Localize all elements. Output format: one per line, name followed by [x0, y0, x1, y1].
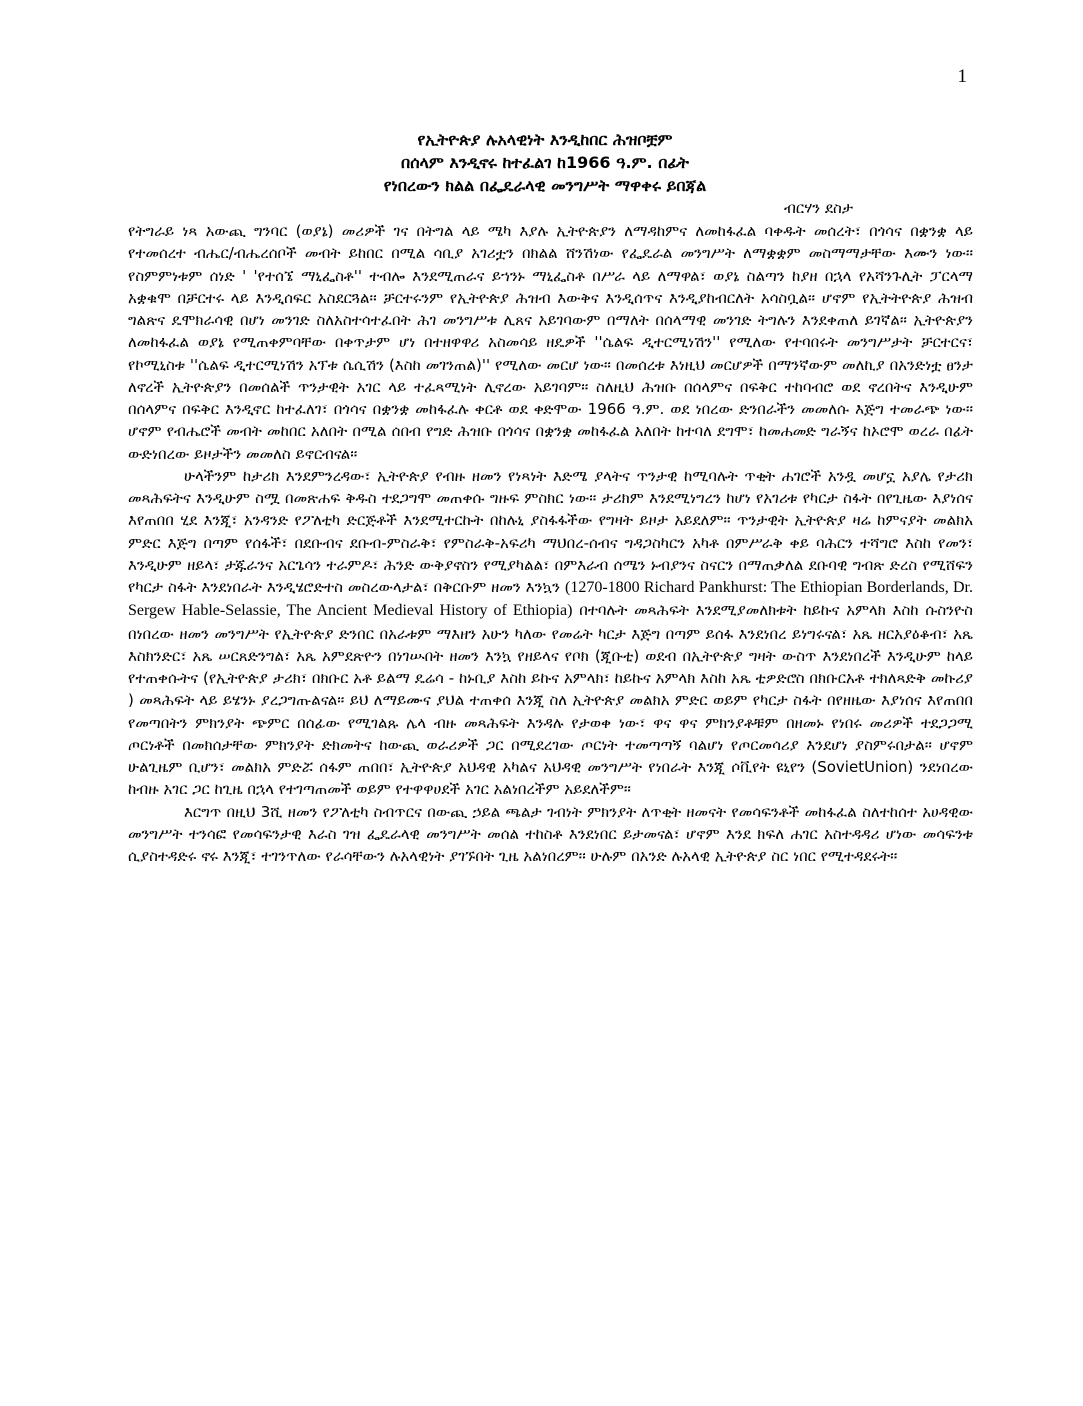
paragraph-3: እርግጥ በዚህ 3ሺ ዘመን የፖለቲካ ስብጥርና በውጪ ኃይል ጫልታ ገብነት ምክንያት ለጥቂት ዘመናት የመሳፍንቶች መከፋፈል ስለተከሰተ አሀዳዊው መንግሥት ተንሳፎ የመሳፍንታዊ እራስ ገዝ ፌዴራላዊ መንግሥት መሰል ተከስቶ እንደነበር ይታመናል፣ ሆኖም እንደ ክፍለ ሐገር አስተዳዳሪ ሆነው መሳፍንቱ ሲያስተዳድሩ ኖሩ እንጂ፣ ተገንጥለው የራሳቸውን ሉአላዊነት ያገኙበት ጊዜ አልነበረም፡፡ ሁሉም በአንድ ሉአላዊ ኢትዮጵያ ስር ነበር የሚተዳደሩት፡፡ — [128, 802, 973, 865]
page-number: 1 — [957, 66, 967, 87]
article-body — [128, 220, 973, 867]
author-name: ብርሃን ደስታ — [784, 199, 854, 217]
paragraph-2-part-1: ሁላችንም ከታሪክ እንደምንረዳው፣ ኢትዮጵያ የብዙ ዘመን የነጻነት እድሜ ያላትና ጥንታዊ ከሚባሉት ጥቂት ሐገሮች አንዷ መሆኗ አያሌ የታሪክ መጻሕፍትና እንዲሁም ስሟ በመጽሐፍ ቅዱስ ተደጋግሞ መጠቀሱ ግዙፍ ምስክር ነው፡፡ ታሪክም እንደሚነግረን ከሆነ የአገሪቱ የካርታ ስፋት በየጊዜው እያነሰና እየጠበበ ሂደ እንጂ፣ አንዳንድ የፖለቲካ ድርጅቶች እንደሚተርኩት በከሉኒ ያስፋፋችው የግዛት ይዞታ አይደለም፡፡ ጥንታዊት ኢትዮጵያ ዛሬ ከምናያት መልክአ ምድር እጅግ በጣም የሰፋች፣ በደቡብና ደቡብ-ምስራቅ፣ የምስራቅ-አፍሪካ ማህበረ-ሰብና ግዳጋስካርን አካቶ በምሥራቅ ቀይ ባሕርን ተሻግሮ እስከ የመን፣ እንዲሁም ዘይላ፣ ታጁራንና አርጌሳን ተራምዶ፣ ሕንድ ውቅያኖስን የሚያካልል፣ በምእራብ ሰሜን ኑብያንና ስናርን በማጠቃለል ደቡባዊ ግብጽ ድረስ የሚሸፍን የካርታ ስፋት እንደነበራት እንዲሄሮድተስ መስረውላታል፣ በቅርቡም ዘመን እንኳን — [128, 466, 973, 596]
paragraph-2-latin-citation: (1270-1800 Richard Pankhurst: The Ethiopian Borderlands, Dr. Sergew Hable-Selassie, The Ancient Medieval History of Ethiopia) — [128, 579, 973, 620]
document-title — [120, 128, 970, 197]
title-line-2: በሰላም እንዲኖሩ ከተፈልገ ከ1966 ዓ.ም. በፊት — [401, 153, 689, 172]
paragraph-2-part-2: በተባሉት መጻሕፍት እንደሚያመለክቱት ከይኩና አምላክ እስከ ሱስንዮስ በነበረው ዘመን መንግሥት የኢትዮጵያ ድንበር በአራቱም ማእዘን አሁን ካለው የመሬት ካርታ እጅግ በጣም ይሰፋ እንደነበረ ይነግሩናል፣ አጼ ዘርአያዕቆብ፣ አጼ እስክንድር፣ አጼ ሠርጸድንግል፣ አጼ አምደጽዮን በነገሡበት ዘመን እንኳ የዘይላና የቦክ (ጂቡቲ) ወደብ በኢትዮጵያ ግዛት ውስጥ እንደነበረች እንዲሁም ከላይ የተጠቀሱትና (የኢትዮጵያ ታሪክ፣ በክቡር አቶ ይልማ ዴሬሳ - ከኑቢያ እስከ ይኩና አምላክ፣ ከይኩና አምላክ እስከ አጼ ቲዎድሮስ በክቡርአቶ ተክለጻድቅ መኩሪያ ) መጻሕፍት ላይ ይሄንኑ ያረጋግጡልናል፡፡ ይህ ለማይሙና ያህል ተጠቀሰ እንጂ ስለ ኢትዮጵያ መልክአ ምድር ወይም የካርታ ስፋት በየዘዜው እያነሰና እየጠበበ የመጣበትን ምክንያት ጭምር በሰፊው የሚገልጹ ሌላ ብዙ መጻሕፍት እንዳሉ የታወቀ ነው፣ ዋና ዋና ምክንያቶቹም በዘመኑ የነበሩ መሪዎች ተደጋጋሚ ጦርነቶች በመክሰታቸው ምክንያት ድክመትና ከውጪ ወራሪዎች ጋር በሚደረገው ጦርነት ተመጣጣኝ ባልሆነ የጦርመሳሪያ እንደሆነ ያስምሩበታል፡፡ ሆኖም ሁልጊዜም ቢሆን፣ መልክአ ምድሯ ሰፋም ጠበበ፣ ኢትዮጵያ አህዳዊ አካልና አህዳዊ መንግሥት የነበራት እንጂ ሶቪየት ዩኒየን (SovietUnion) ንደነበረው ከብዙ አገር ጋር ከጊዜ በኋላ የተገጣጠመች ወይም የተዋዋሀደች አገር አልነበረችም አይደለችም፡፡ — [128, 601, 973, 799]
title-line-1: የኢትዮጵያ ሉአላዊነት እንዲከበር ሕዝቦቿም — [417, 130, 673, 149]
paragraph-2 — [128, 465, 973, 801]
title-line-3: የነበረውን ክልል በፌዴራላዊ መንግሥት ማዋቀሩ ይበጃል — [383, 176, 707, 195]
paragraph-1: የትግራይ ነጻ አውጪ ግንባር (ወያኔ) መሪዎች ገና በትግል ላይ ሜካ እያሉ ኢትዮጵያን ለማዳከምና ለመከፋፈል ባቀዱት መሰረት፣ በጎሳና በቋንቋ ላይ የተመሰረተ ብሔር/ብሔረሰቦች መብት ይከበር በሚል ሳቢያ አገሪቷን በክልል ሸንሽነው የፌዴራል መንግሥት ለማቋቋም መስማማታቸው እሙን ነው፡፡ የስምምነቱም ሰነድ ' 'የተሰኜ ማኒፌስቶ'' ተብሎ እንደሚጠራና ይኀንኑ ማኒፌስቶ በሥራ ላይ ለማዋል፣ ወያኔ ስልጣን ከያዘ በኋላ የአሻንጉሊት ፓርላማ አቋቁሞ በቻርተሩ ላይ እንዲሰፍር አስደርጓል፡፡ ቻርተሩንም የኢትዮጵያ ሕዝብ እውቅና እንዲሰጥና እንዲያከብርለት አሳስቧል፡፡ ሆኖም የኢትትዮጵያ ሕዝብ ግልጽና ዴሞክራሳዊ በሆነ መንገድ ስለአስተሳተፈበት ሕገ መንግሥቱ ሊጸና አይገባውም በማለት በሰላማዊ መንገድ ትግሉን እንደቀጠለ ይገኛል፡፡ ኢትዮጵያን ለመከፋፈል ወያኔ የሚጠቀምባቸው በቀጥታም ሆነ በተዘዋዋሪ አስመሳይ ዘዴዎች ''ሴልፍ ዲተርሚነሽን'' የሚለው የተባበሩት መንግሥታት ቻርተርና፣ የኮሚኒስቱ ''ሴልፍ ዲተርሚነሽን አፕቱ ሴሲሽን (እስከ መገንጠል)'' የሚለው መርሆ ነው፡፡ በመሰረቱ እነዚህ መርሆዎች በማንኛውም መለኪያ በአንድነቷ ፀንታ ለኖረች ኢትዮጵያን በመሰልች ጥንታዊት አገር ላይ ተፈጻሚነት ሊኖረው አይገባም፡፡ ስለዚህ ሕዝቡ በሰላምና በፍቅር ተከባብሮ ወደ ኖረበትና እንዲሁም በሰላምና በፍቅር እንዲኖር ከተፈለገ፣ በጎሳና በቋንቋ መከፋፈሉ ቀርቶ ወደ ቀድሞው 1966 ዓ.ም. ወደ ነበረው ድንበራችን መመለሱ እጅግ ተመራጭ ነው፡፡ ሆኖም የብሔሮች መብት መከበር አለበት በሚል ሰበብ የግድ ሕዝቡ በጎሳና በቋንቋ መከፋፈል አለበት ከተባለ ደግሞ፣ ከመሐመድ ግራኝና ከኦሮሞ ወረራ በፊት ውድነበረው ይዞታችን መመለስ ይኖርብናል፡፡ — [128, 222, 973, 463]
